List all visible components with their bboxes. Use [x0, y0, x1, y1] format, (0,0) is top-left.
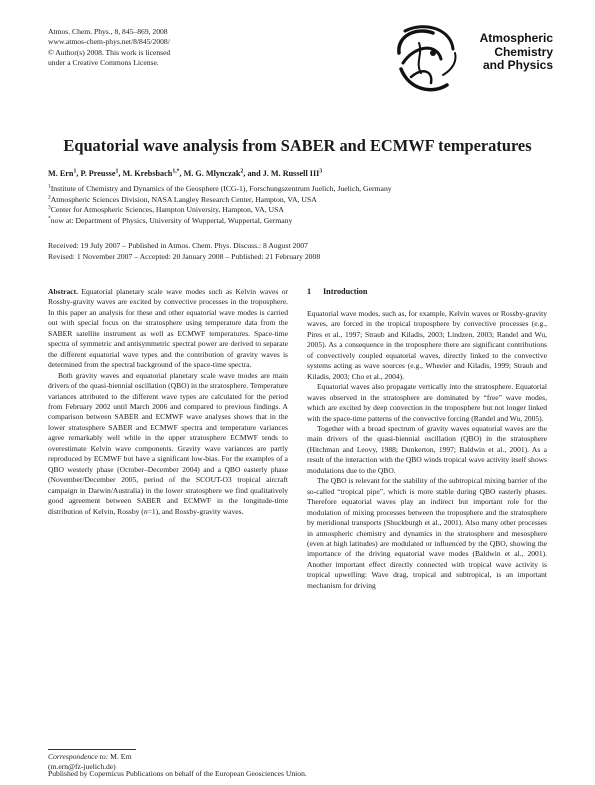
abstract-label: Abstract.: [48, 287, 78, 296]
affiliation-line: $^2$Atmospheric Sciences Division, NASA Langley Research Center, Hampton, VA, USA: [48, 194, 317, 204]
body-paragraph: The QBO is relevant for the stability of the subtropical mixing barrier of the so-called “tropical pipe”, which is more stable during QBO easterly phases. Therefore equatorial waves play an indirect but important role for the modulation of mixing processes between the troposphere and the stratosphere by meridional transports (Shuckburgh et al., 2001). Also many other processes in atmospheric chemistry and dynamics in the stratosphere and mesosphere (even at high latitudes) are modulated or influenced by the QBO, showing the importance of the driving equatorial wave modes (Baldwin et al., 2001). Another important effect directly connected with tropical wave activity is tropical upwelling: Wave drag, tropical and subtropical, is an important mechanism for driving: [307, 476, 547, 590]
citation-line: © Author(s) 2008. This work is licensed: [48, 47, 171, 57]
logo-line: Atmospheric: [479, 31, 553, 45]
author-affiliation-mark: 1: [73, 168, 77, 175]
citation-line: under a Creative Commons License.: [48, 58, 159, 68]
introduction-text: [307, 309, 547, 591]
correspondence-email[interactable]: (m.ern@fz-juelich.de): [48, 762, 116, 772]
paper-title: Equatorial wave analysis from SABER and ECMWF temperatures: [63, 136, 532, 155]
abstract-paragraph: Abstract. Equatorial planetary scale wave modes such as Kelvin waves or Rossby-gravity waves are excited by convective processes in the troposphere. In this paper an analysis for these and other equatorial wave modes is carried out with special focus on the stratosphere using temperature data from the SABER satellite instrument as well as ECMWF temperatures. Space-time spectra of symmetric and antisymmetric spectral power are derived to separate the different equatorial wave types and the contribution of gravity waves is determined from the spectral background of the space-time spectra.: [48, 287, 288, 370]
citation-line: Atmos. Chem. Phys., 8, 845–869, 2008: [48, 27, 168, 36]
affiliation-line: *now at: Department of Physics, University of Wuppertal, Wuppertal, Germany: [48, 215, 293, 225]
body-paragraph: Equatorial waves also propagate vertically into the stratosphere. Equatorial waves observed in the stratosphere are dominated by “free” wave modes, which are excited by deep convection in the troposphere but not longer linked with the space-time patterns of the convective forcing (Randel and Wu, 2005).: [307, 382, 547, 423]
author-list: M. Ern$^1$, P. Preusse$^1$, M. Krebsbach$^{1,*}$, M. G. Mlynczak$^2$, and J. M. Russell III$^3$: [48, 168, 323, 178]
dates-line: Received: 19 July 2007 – Published in Atmos. Chem. Phys. Discuss.: 8 August 2007: [48, 241, 308, 250]
dates-line: Revised: 1 November 2007 – Accepted: 20 January 2008 – Published: 21 February 2008: [48, 251, 321, 261]
author-name: M. Ern: [48, 169, 74, 178]
citation-line[interactable]: www.atmos-chem-phys.net/8/845/2008/: [48, 37, 170, 47]
footnote-divider: [48, 749, 136, 750]
author-name: M. G. Mlynczak: [183, 169, 241, 178]
author-affiliation-mark: 1: [115, 168, 119, 175]
body-paragraph: Equatorial wave modes, such as, for example, Kelvin waves or Rossby-gravity waves, are forced in the tropical troposphere by convective processes (e.g., Pires et al., 1997; Straub and Kiladis, 2003; Lindzen, 2003; Randel and Wu, 2005). As a consequence in the troposphere there are significant contributions of convectively coupled equatorial waves, directly linked to the convective systems acting as wave sources (e.g., Wheeler and Kiladis, 1999; Straub and Kiladis, 2003; Cho et al., 2004).: [307, 309, 547, 381]
globe-swirl-icon: [393, 23, 463, 97]
author-affiliation-mark: 2: [240, 168, 244, 175]
section-heading: [307, 287, 367, 296]
logo-line: and Physics: [482, 58, 553, 72]
publisher-footer: Published by Copernicus Publications on behalf of the European Geosciences Union.: [48, 769, 307, 778]
journal-citation: [48, 27, 170, 69]
abstract-paragraph: Both gravity waves and equatorial planetary scale wave modes are main drivers of the quasi-biennial oscillation (QBO) in the stratosphere. Temperature variances attributed to the different wave types are calculated for the period from February 2002 until March 2006 and compared to previous findings. A comparison between SABER and ECMWF wave analyses shows that in the lower stratosphere SABER and ECMWF spectra and temperature variances agree remarkably well while in the upper stratosphere ECMWF tends to overestimate Kelvin wave components. Gravity wave variances are partly reproduced by ECMWF but have a significant low-bias. For the examples of a QBO westerly phase (October–December 2004) and a QBO easterly phase (November/December 2005, period of the SCOUT-O3 tropical aircraft campaign in Darwin/Australia) in the lower stratosphere we find qualitatively good agreement between SABER and ECMWF in the longitude-time distribution of Kelvin, Rossby (n=1), and Rossby-gravity waves.: [48, 370, 288, 516]
body-paragraph: Together with a broad spectrum of gravity waves equatorial waves are the main drivers of the quasi-biennial oscillation (QBO) in the stratosphere (Hitchman and Leovy, 1988; Dunkerton, 1997; Baldwin et al., 2001). As a result of the interaction with the QBO winds tropical wave activity itself shows modulations due to the QBO.: [307, 423, 547, 475]
section-number: 1: [307, 287, 312, 296]
author-name: J. M. Russell III: [262, 169, 320, 178]
publication-dates: [48, 241, 320, 263]
author-affiliation-mark: 3: [319, 168, 323, 175]
section-title: Introduction: [323, 287, 368, 296]
affiliation-line: $^3$Center for Atmospheric Sciences, Hampton University, Hampton, VA, USA: [48, 204, 284, 215]
abstract: [48, 287, 288, 517]
journal-logo: [393, 23, 553, 97]
author-name: M. Krebsbach: [122, 169, 173, 178]
author-name: P. Preusse: [80, 169, 116, 178]
affiliation-line: $^1$Institute of Chemistry and Dynamics of the Geosphere (ICG-1), Forschungszentrum Juelich, Juelich, Germany: [48, 183, 392, 193]
logo-line: Chemistry: [494, 44, 553, 59]
correspondence-label: Correspondence to:: [48, 752, 109, 761]
author-affiliation-mark: 1,*: [172, 168, 180, 175]
logo-wordmark: [480, 32, 553, 73]
affiliations: [48, 184, 392, 226]
correspondence-name: M. Ern: [108, 752, 132, 761]
